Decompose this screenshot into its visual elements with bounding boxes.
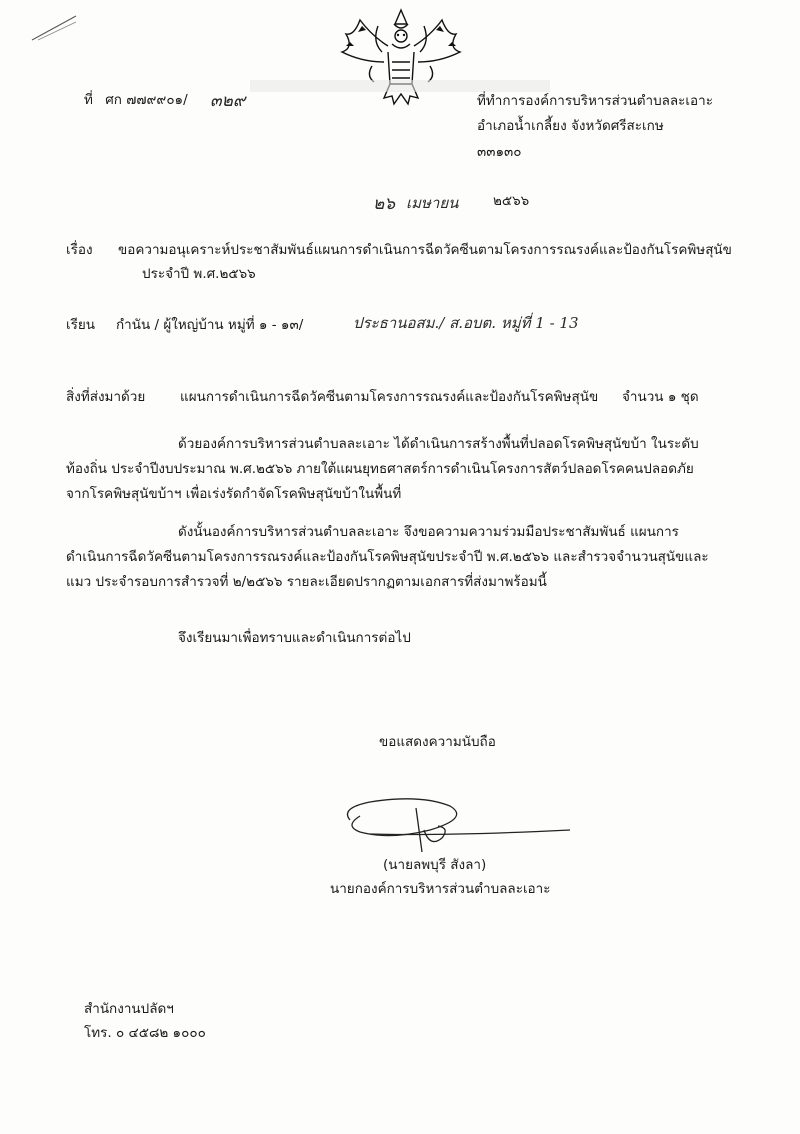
subject-line-1: ขอความอนุเคราะห์ประชาสัมพันธ์แผนการดำเนินการฉีดวัคซีนตามโครงการรณรงค์และป้องกันโรคพิษสุนัข (118, 242, 732, 258)
body-paragraph-1 (66, 432, 699, 507)
enclosure-quantity: จำนวน ๑ ชุด (622, 389, 699, 405)
bleed-through-text (250, 80, 550, 92)
body-paragraph-2 (66, 520, 709, 595)
office-line-2: อำเภอน้ำเกลี้ยง จังหวัดศรีสะเกษ (477, 118, 664, 134)
date-year: ๒๕๖๖ (493, 193, 530, 209)
body-paragraph-2-line: แมว ประจำรอบการสำรวจที่ ๒/๒๕๖๖ รายละเอียดปรากฏตามเอกสารที่ส่งมาพร้อมนี้ (66, 574, 547, 590)
date-month-handwritten: เมษายน (406, 194, 459, 212)
signatory-position: นายกองค์การบริหารส่วนตำบลละเอาะ (330, 881, 551, 897)
footer-phone: โทร. ๐ ๔๕๘๒ ๑๐๐๐ (84, 1025, 206, 1041)
signatory-name: (นายลพบุรี สังลา) (383, 857, 487, 873)
garuda-emblem (332, 6, 470, 108)
body-paragraph-2-line: ดำเนินการฉีดวัคซีนตามโครงการรณรงค์และป้องกันโรคพิษสุนัขประจำปี พ.ศ.๒๕๖๖ และสำรวจจำนวนสุนัขและ (66, 549, 709, 565)
doc-number-handwritten: ๓๒๙ (210, 91, 246, 111)
body-paragraph-1-line: ท้องถิ่น ประจำปีงบประมาณ พ.ศ.๒๕๖๖ ภายใต้แผนยุทธศาสตร์การดำเนินโครงการสัตว์ปลอดโรคคนปลอดภัย (66, 461, 694, 477)
enclosure-text: แผนการดำเนินการฉีดวัคซีนตามโครงการรณรงค์และป้องกันโรคพิษสุนัข (180, 389, 599, 405)
recipient-text: กำนัน / ผู้ใหญ่บ้าน หมู่ที่ ๑ - ๑๓/ (116, 317, 304, 333)
doc-number-label: ที่ (84, 92, 93, 108)
doc-number (84, 91, 188, 109)
footer-office: สำนักงานปลัดฯ (84, 1001, 174, 1017)
body-paragraph-2-line: ดังนั้นองค์การบริหารส่วนตำบลละเอาะ จึงขอความความร่วมมือประชาสัมพันธ์ แผนการ (178, 524, 679, 540)
body-paragraph-3: จึงเรียนมาเพื่อทราบและดำเนินการต่อไป (178, 630, 411, 646)
body-paragraph-1-line: ด้วยองค์การบริหารส่วนตำบลละเอาะ ได้ดำเนินการสร้างพื้นที่ปลอดโรคพิษสุนัขบ้า ในระดับ (178, 436, 699, 452)
closing-salutation: ขอแสดงความนับถือ (379, 734, 496, 750)
doc-number-value: ศก ๗๗๙๙๐๑/ (105, 92, 188, 108)
scan-mark (30, 12, 80, 42)
enclosure-label: สิ่งที่ส่งมาด้วย (66, 389, 146, 405)
body-paragraph-1-line: จากโรคพิษสุนัขบ้าฯ เพื่อเร่งรัดกำจัดโรคพิษสุนัขบ้าในพื้นที่ (66, 486, 402, 502)
office-postcode: ๓๓๑๓๐ (477, 144, 522, 160)
date-day-handwritten: ๒๖ (373, 194, 395, 214)
subject-label: เรื่อง (66, 242, 93, 258)
subject-line-2: ประจำปี พ.ศ.๒๕๖๖ (142, 266, 256, 282)
recipient-handwritten: ประธานอสม./ ส.อบต. หมู่ที่ 1 - 13 (353, 314, 579, 332)
recipient-label: เรียน (66, 317, 96, 333)
office-line-1: ที่ทำการองค์การบริหารส่วนตำบลละเอาะ (477, 93, 713, 109)
